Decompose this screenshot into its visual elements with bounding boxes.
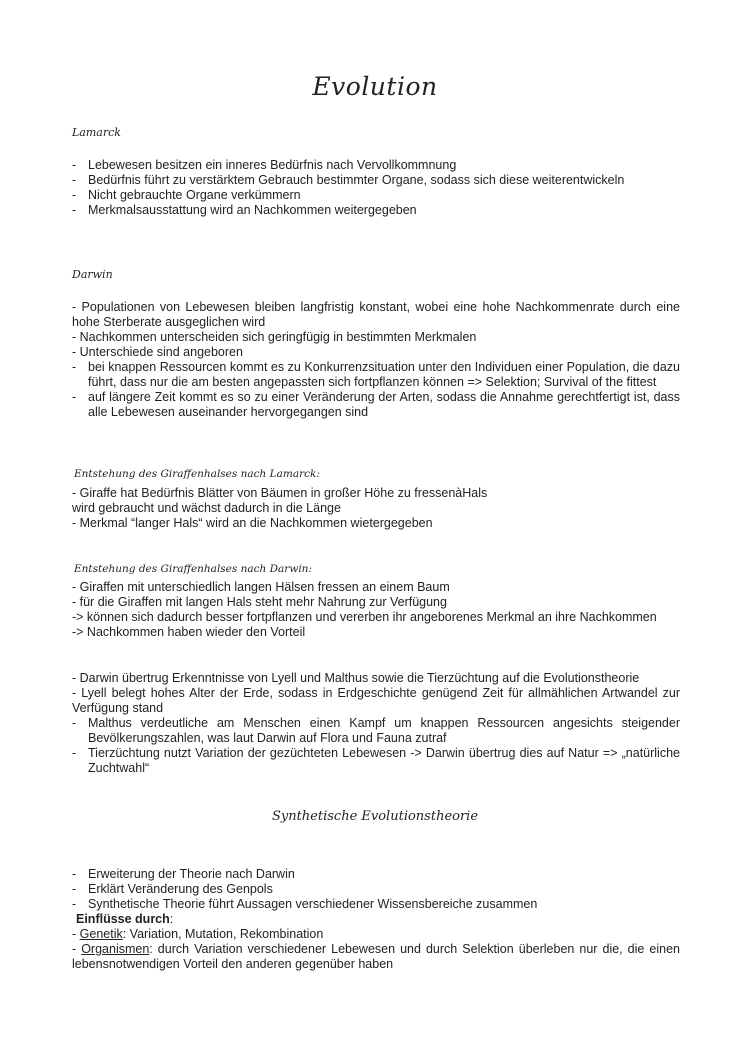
organismen-prefix: - <box>72 942 82 956</box>
genetik-line <box>72 927 680 942</box>
list-item: - bei knappen Ressourcen kommt es zu Konkurrenzsituation unter den Individuen einer Population, die dazu führt, dass nur die am besten angepassten sich fortpflanzen können => Selektion; Survival of the fittest <box>72 360 680 390</box>
giraffe-lamarck-section <box>72 486 680 531</box>
lamarck-heading: Lamarck <box>72 126 121 139</box>
synthetic-heading: Synthetische Evolutionstheorie <box>271 809 479 824</box>
paragraph: - Populationen von Lebewesen bleiben langfristig konstant, wobei eine hohe Nachkommenrate durch eine hohe Sterberate ausgeglichen wird <box>72 300 680 329</box>
influences-label-line <box>72 912 680 927</box>
genetik-text: : Variation, Mutation, Rekombination <box>122 927 324 941</box>
lamarck-list <box>72 158 680 218</box>
giraffe-darwin-section <box>72 580 680 640</box>
giraffe-lamarck-heading: Entstehung des Giraffenhalses nach Lamarck: <box>74 468 320 480</box>
list-item: - Lebewesen besitzen ein inneres Bedürfnis nach Vervollkommnung <box>72 158 680 173</box>
paragraph: - Lyell belegt hohes Alter der Erde, sodass in Erdgeschichte genügend Zeit für allmählichen Artwandel zur Verfügung stand <box>72 686 680 715</box>
genetik-label: Genetik <box>79 927 123 941</box>
synthetic-section <box>72 867 680 972</box>
paragraph: -> können sich dadurch besser fortpflanzen und vererben ihr angeborenes Merkmal an ihre Nachkommen <box>72 610 657 624</box>
list-item: - Erweiterung der Theorie nach Darwin <box>72 867 680 882</box>
page-title: Evolution <box>312 72 438 101</box>
list-item: - Merkmalsausstattung wird an Nachkommen weitergegeben <box>72 203 680 218</box>
list-item: - Synthetische Theorie führt Aussagen verschiedener Wissensbereiche zusammen <box>72 897 680 912</box>
synthetic-list <box>72 867 680 912</box>
list-item: - Nicht gebrauchte Organe verkümmern <box>72 188 680 203</box>
lamarck-section <box>72 158 680 218</box>
influences-colon: : <box>169 912 174 926</box>
influences-label: Einflüsse durch <box>76 912 170 926</box>
paragraph: - für die Giraffen mit langen Hals steht mehr Nahrung zur Verfügung <box>72 595 447 609</box>
list-item: - Tierzüchtung nutzt Variation der gezüchteten Lebewesen -> Darwin übertrug dies auf Natur => „natürliche Zuchtwahl“ <box>72 746 680 776</box>
paragraph: - Merkmal “langer Hals“ wird an die Nachkommen wietergegeben <box>72 516 433 530</box>
organismen-text: : durch Variation verschiedener Lebewesen und durch Selektion überleben nur die, die einen lebensnotwendigen Vorteil den anderen gegenüber haben <box>72 942 680 971</box>
organismen-line <box>72 942 680 972</box>
paragraph: - Darwin übertrug Erkenntnisse von Lyell und Malthus sowie die Tierzüchtung auf die Evolutionstheorie <box>72 671 640 685</box>
genetik-prefix: - <box>72 927 80 941</box>
giraffe-darwin-heading: Entstehung des Giraffenhalses nach Darwin: <box>74 563 312 575</box>
paragraph: -> Nachkommen haben wieder den Vorteil <box>72 625 306 639</box>
list-item: - Bedürfnis führt zu verstärktem Gebrauch bestimmter Organe, sodass sich diese weiterentwickeln <box>72 173 680 188</box>
paragraph: - Giraffe hat Bedürfnis Blätter von Bäumen in großer Höhe zu fressenàHals <box>72 486 488 500</box>
list-item: - Malthus verdeutliche am Menschen einen Kampf um knappen Ressourcen angesichts steigender Bevölkerungszahlen, was laut Darwin auf Flora und Fauna zutraf <box>72 716 680 746</box>
darwin-heading: Darwin <box>72 268 113 281</box>
organismen-label: Organismen <box>81 942 150 956</box>
paragraph: - Unterschiede sind angeboren <box>72 345 243 359</box>
paragraph: wird gebraucht und wächst dadurch in die Länge <box>72 501 341 515</box>
paragraph: - Giraffen mit unterschiedlich langen Hälsen fressen an einem Baum <box>72 580 450 594</box>
influences-section <box>72 671 680 776</box>
list-item: - Erklärt Veränderung des Genpols <box>72 882 680 897</box>
list-item: - auf längere Zeit kommt es so zu einer Veränderung der Arten, sodass die Annahme gerechtfertigt ist, dass alle Lebewesen auseinander hervorgegangen sind <box>72 390 680 420</box>
darwin-section <box>72 300 680 420</box>
paragraph: - Nachkommen unterscheiden sich geringfügig in bestimmten Merkmalen <box>72 330 477 344</box>
